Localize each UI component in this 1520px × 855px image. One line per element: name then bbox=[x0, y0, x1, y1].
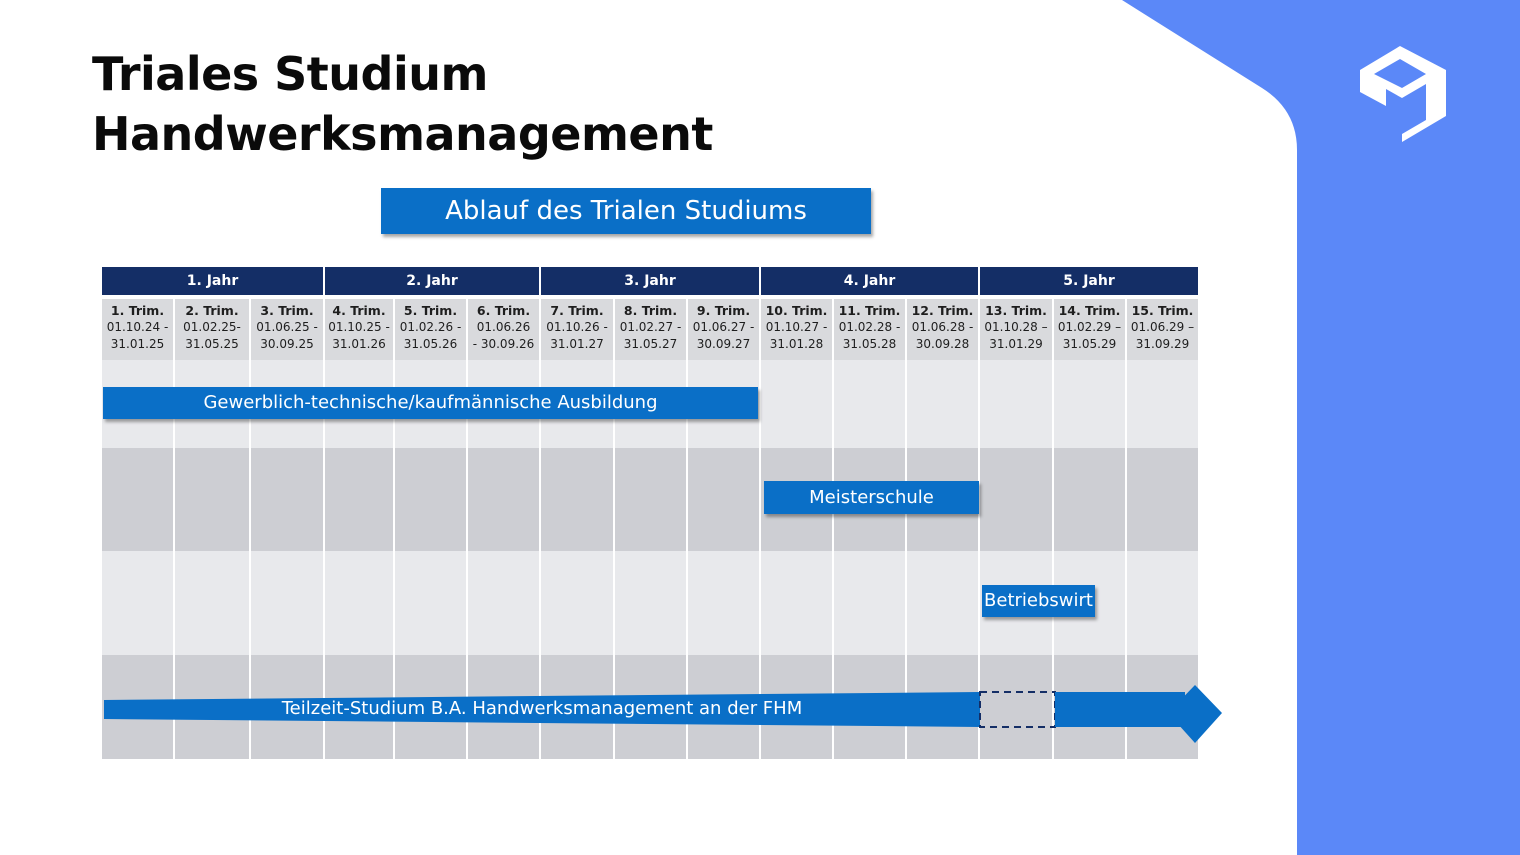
trimester-name: 2. Trim. bbox=[185, 303, 239, 318]
trimester-date-start: 01.10.28 – bbox=[984, 320, 1048, 334]
trimester-date-start: 01.06.26 bbox=[476, 320, 531, 334]
trimester-date-end: 31.05.26 bbox=[403, 337, 458, 351]
title-line-1: Triales Studium bbox=[92, 47, 488, 101]
meisterschule-bar: Meisterschule bbox=[764, 481, 979, 514]
trimester-name: 12. Trim. bbox=[911, 303, 974, 318]
trimester-date-start: 01.06.29 – bbox=[1130, 320, 1195, 334]
trimester-date-end: 31.05.29 bbox=[1062, 337, 1117, 351]
trimester-name: 7. Trim. bbox=[550, 303, 604, 318]
trimester-name: 1. Trim. bbox=[110, 303, 165, 318]
year-header: 2. Jahr bbox=[325, 267, 541, 295]
trimester-name: 10. Trim. bbox=[765, 303, 828, 318]
trimester-name: 8. Trim. bbox=[623, 303, 678, 318]
year-header: 4. Jahr bbox=[761, 267, 980, 295]
trimester-date-end: 31.01.29 bbox=[989, 337, 1043, 351]
trimester-date-end: 30.09.28 bbox=[915, 337, 970, 351]
subtitle-banner: Ablauf des Trialen Studiums bbox=[381, 188, 871, 234]
trimester-date-start: 01.06.25 - bbox=[256, 320, 318, 334]
ausbildung-bar: Gewerblich-technische/kaufmännische Ausbildung bbox=[103, 387, 758, 419]
trimester-name: 4. Trim. bbox=[332, 303, 386, 318]
trimester-date-end: 31.01.26 bbox=[332, 337, 386, 351]
trimester-date-end: - 30.09.26 bbox=[472, 337, 535, 351]
trimester-date-end: 31.01.27 bbox=[550, 337, 604, 351]
trimester-date-start: 01.02.28 - bbox=[838, 320, 901, 334]
trimester-name: 13. Trim. bbox=[985, 303, 1047, 318]
trimester-date-start: 01.10.27 - bbox=[765, 320, 828, 334]
trimester-date-end: 31.05.28 bbox=[842, 337, 897, 351]
teilzeit-gap-dashed bbox=[980, 692, 1055, 727]
teilzeit-bar-right bbox=[1055, 692, 1185, 727]
trimester-date-end: 30.09.25 bbox=[260, 337, 314, 351]
trimester-date-end: 30.09.27 bbox=[696, 337, 751, 351]
year-header: 3. Jahr bbox=[541, 267, 761, 295]
trimester-name: 5. Trim. bbox=[403, 303, 458, 318]
year-header: 1. Jahr bbox=[102, 267, 325, 295]
trimester-date-start: 01.06.28 - bbox=[911, 320, 974, 334]
trimester-date-end: 31.05.25 bbox=[185, 337, 239, 351]
trimester-date-start: 01.02.27 - bbox=[619, 320, 682, 334]
trimester-name: 9. Trim. bbox=[696, 303, 751, 318]
trimester-date-end: 31.05.27 bbox=[623, 337, 678, 351]
trimester-name: 14. Trim. bbox=[1058, 303, 1121, 318]
trimester-date-start: 01.02.25- bbox=[183, 320, 241, 334]
trimester-date-start: 01.06.27 - bbox=[692, 320, 755, 334]
title-line-2: Handwerksmanagement bbox=[92, 107, 713, 161]
trimester-name: 6. Trim. bbox=[476, 303, 531, 318]
trimester-date-start: 01.10.25 - bbox=[328, 320, 390, 334]
trimester-date-end: 31.09.29 bbox=[1135, 337, 1190, 351]
year-header: 5. Jahr bbox=[980, 267, 1200, 295]
teilzeit-label: Teilzeit-Studium B.A. Handwerksmanagement an der FHM bbox=[281, 698, 803, 719]
trimester-date-end: 31.01.28 bbox=[769, 337, 824, 351]
trimester-date-start: 01.02.26 - bbox=[399, 320, 462, 334]
trimester-name: 11. Trim. bbox=[838, 303, 901, 318]
trimester-date-start: 01.10.26 - bbox=[546, 320, 608, 334]
betriebswirt-bar: Betriebswirt bbox=[982, 585, 1095, 617]
trimester-name: 15. Trim. bbox=[1131, 303, 1194, 318]
trimester-name: 3. Trim. bbox=[260, 303, 314, 318]
trimester-date-start: 01.10.24 - bbox=[106, 320, 169, 334]
trimester-date-end: 31.01.25 bbox=[110, 337, 165, 351]
trimester-date-start: 01.02.29 – bbox=[1057, 320, 1122, 334]
